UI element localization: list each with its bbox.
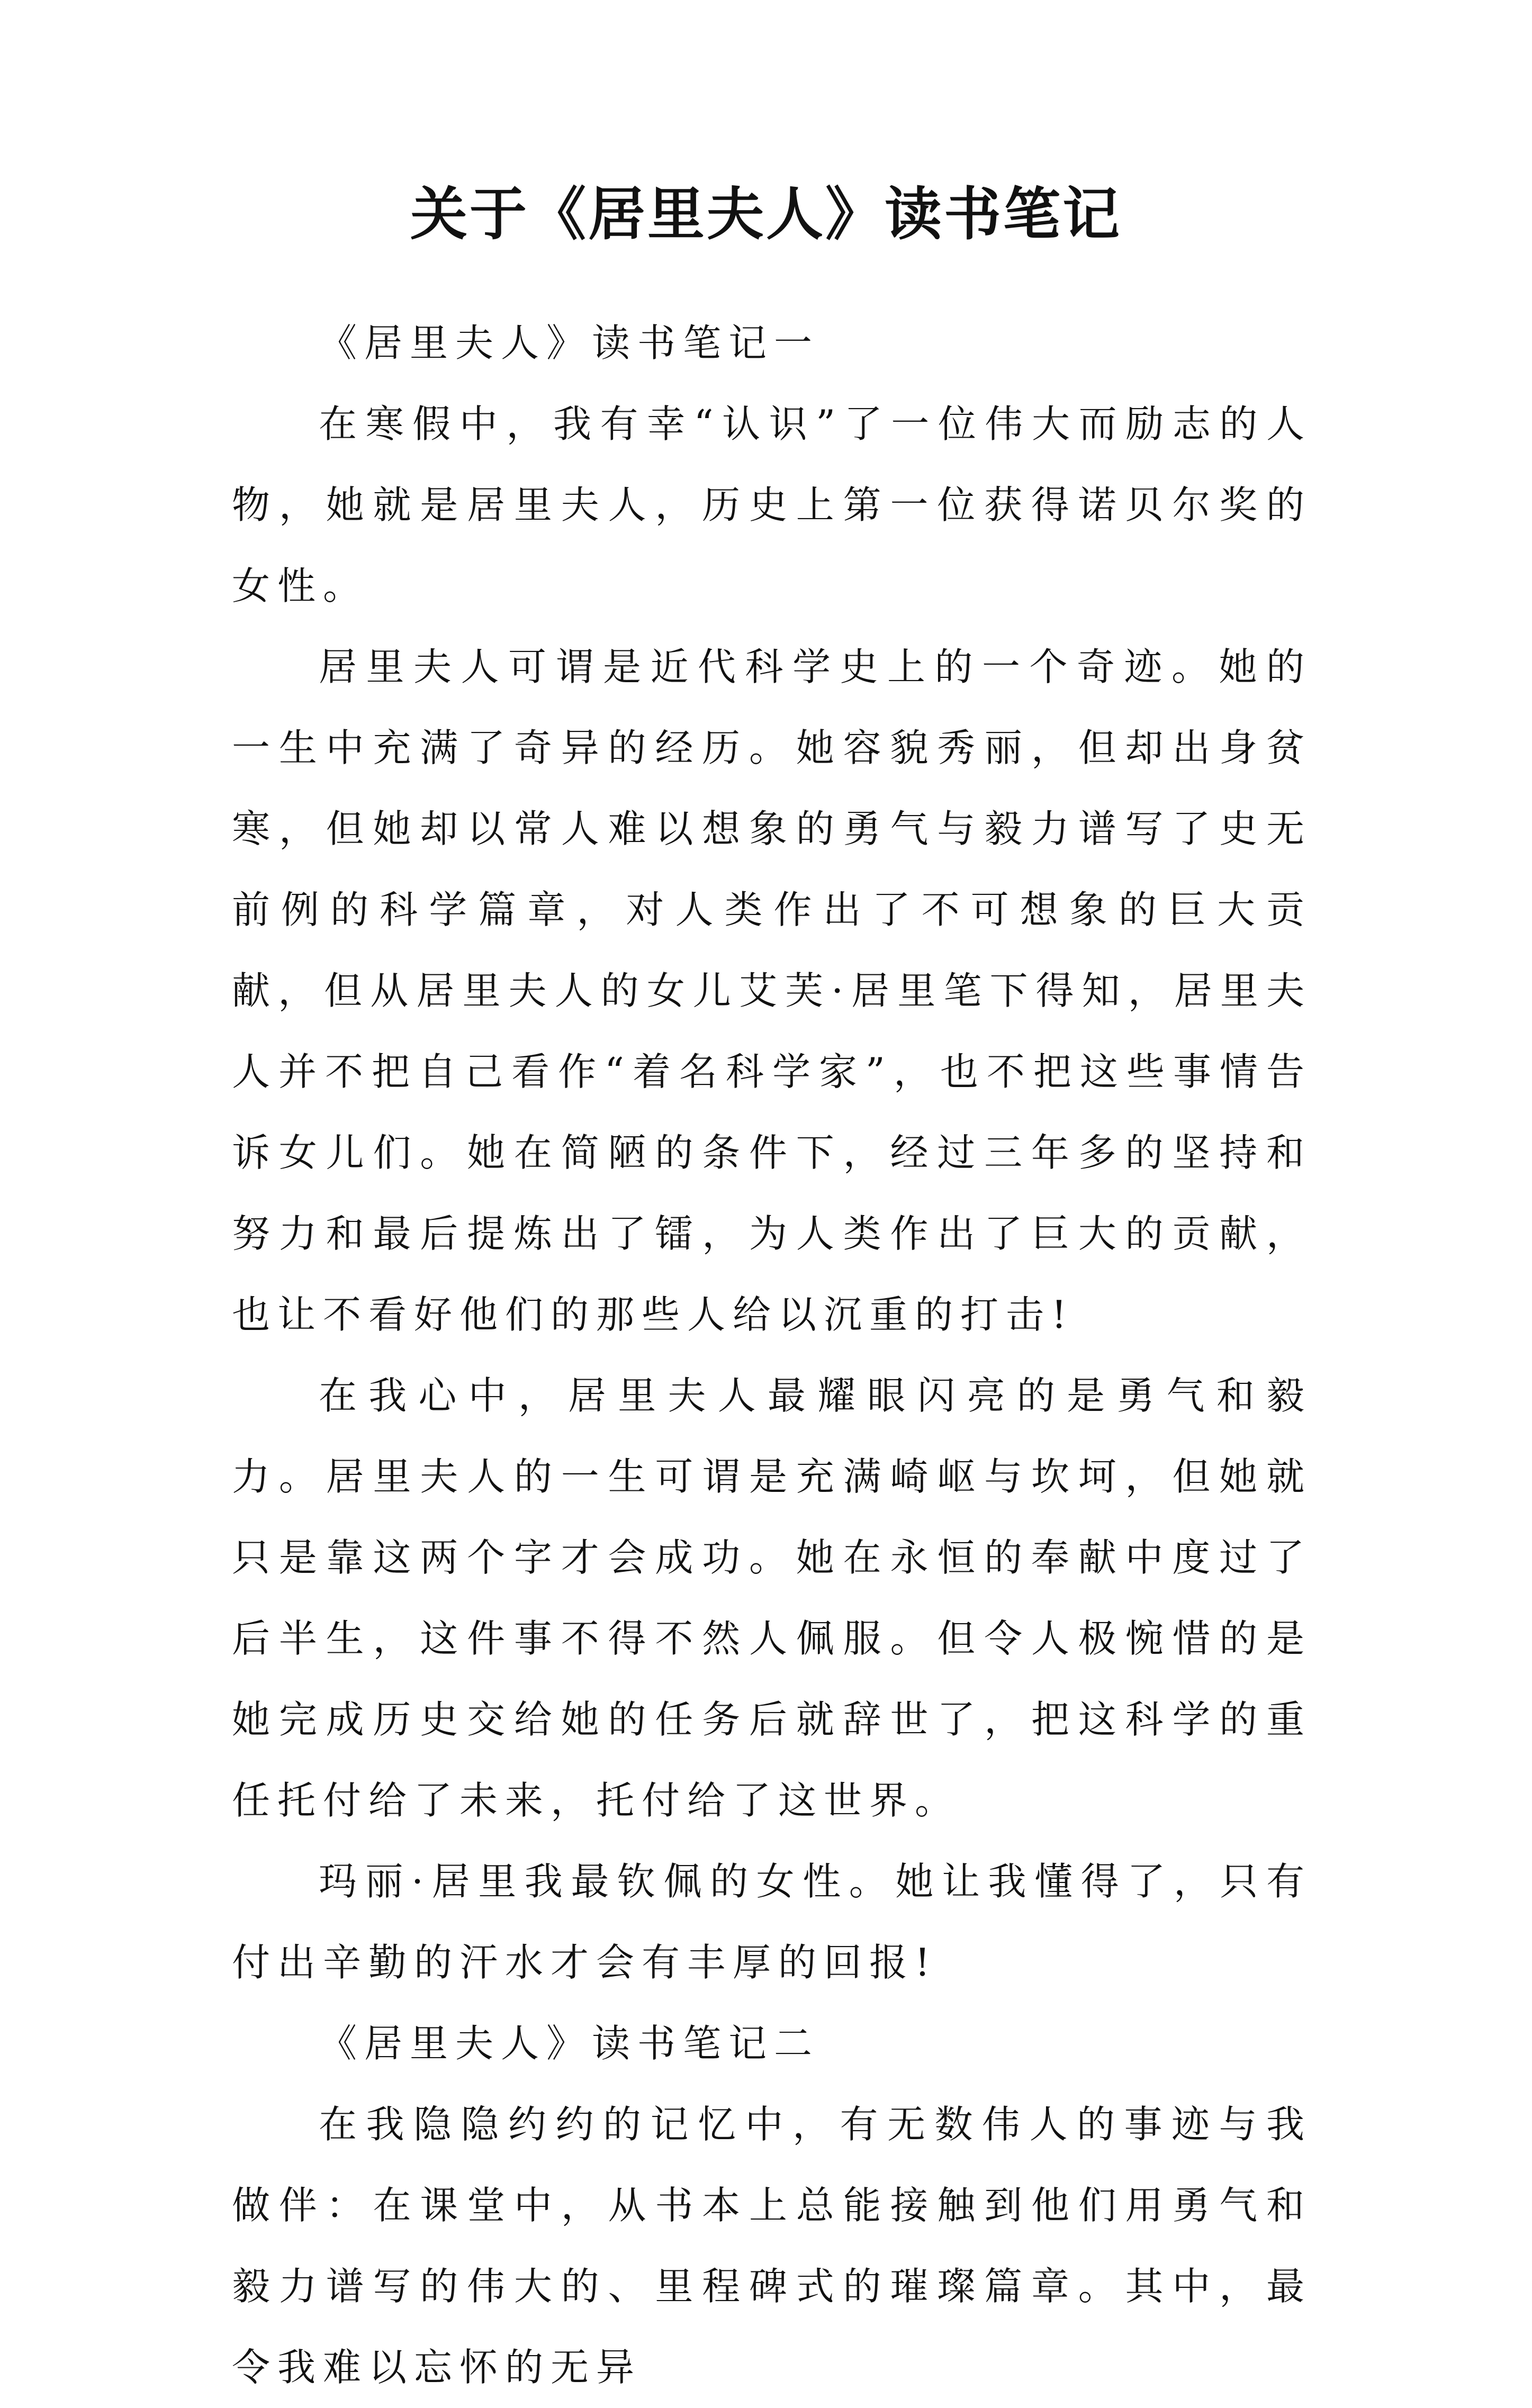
document-body	[232, 303, 1312, 2408]
paragraph: 在寒假中，我有幸“认识”了一位伟大而励志的人物，她就是居里夫人，历史上第一位获得诺贝尔奖的女性。	[232, 402, 1312, 608]
paragraph: 在我隐隐约约的记忆中，有无数伟人的事迹与我做伴：在课堂中，从书本上总能接触到他们用勇气和毅力谱写的伟大的、里程碑式的璀璨篇章。其中，最令我难以忘怀的无异	[232, 2102, 1312, 2389]
section-heading-2: 《居里夫人》读书笔记二	[319, 2021, 820, 2066]
document-title: 关于《居里夫人》读书笔记	[410, 181, 1122, 248]
paragraph: 玛丽·居里我最钦佩的女性。她让我懂得了，只有付出辛勤的汗水才会有丰厚的回报!	[232, 1859, 1312, 1985]
section-heading-1: 《居里夫人》读书笔记一	[319, 321, 820, 365]
paragraph: 在我心中，居里夫人最耀眼闪亮的是勇气和毅力。居里夫人的一生可谓是充满崎岖与坎坷，但她就只是靠这两个字才会成功。她在永恒的奉献中度过了后半生，这件事不得不然人佩服。但令人极惋惜的是她完成历史交给她的任务后就辞世了，把这科学的重任托付给了未来，托付给了这世界。	[232, 1373, 1312, 1823]
paragraph: 居里夫人可谓是近代科学史上的一个奇迹。她的一生中充满了奇异的经历。她容貌秀丽，但却出身贫寒，但她却以常人难以想象的勇气与毅力谱写了史无前例的科学篇章，对人类作出了不可想象的巨大贡献，但从居里夫人的女儿艾芙·居里笔下得知，居里夫人并不把自己看作“着名科学家”，也不把这些事情告诉女儿们。她在简陋的条件下，经过三年多的坚持和努力和最后提炼出了镭，为人类作出了巨大的贡献，也让不看好他们的那些人给以沉重的打击!	[232, 645, 1312, 1337]
